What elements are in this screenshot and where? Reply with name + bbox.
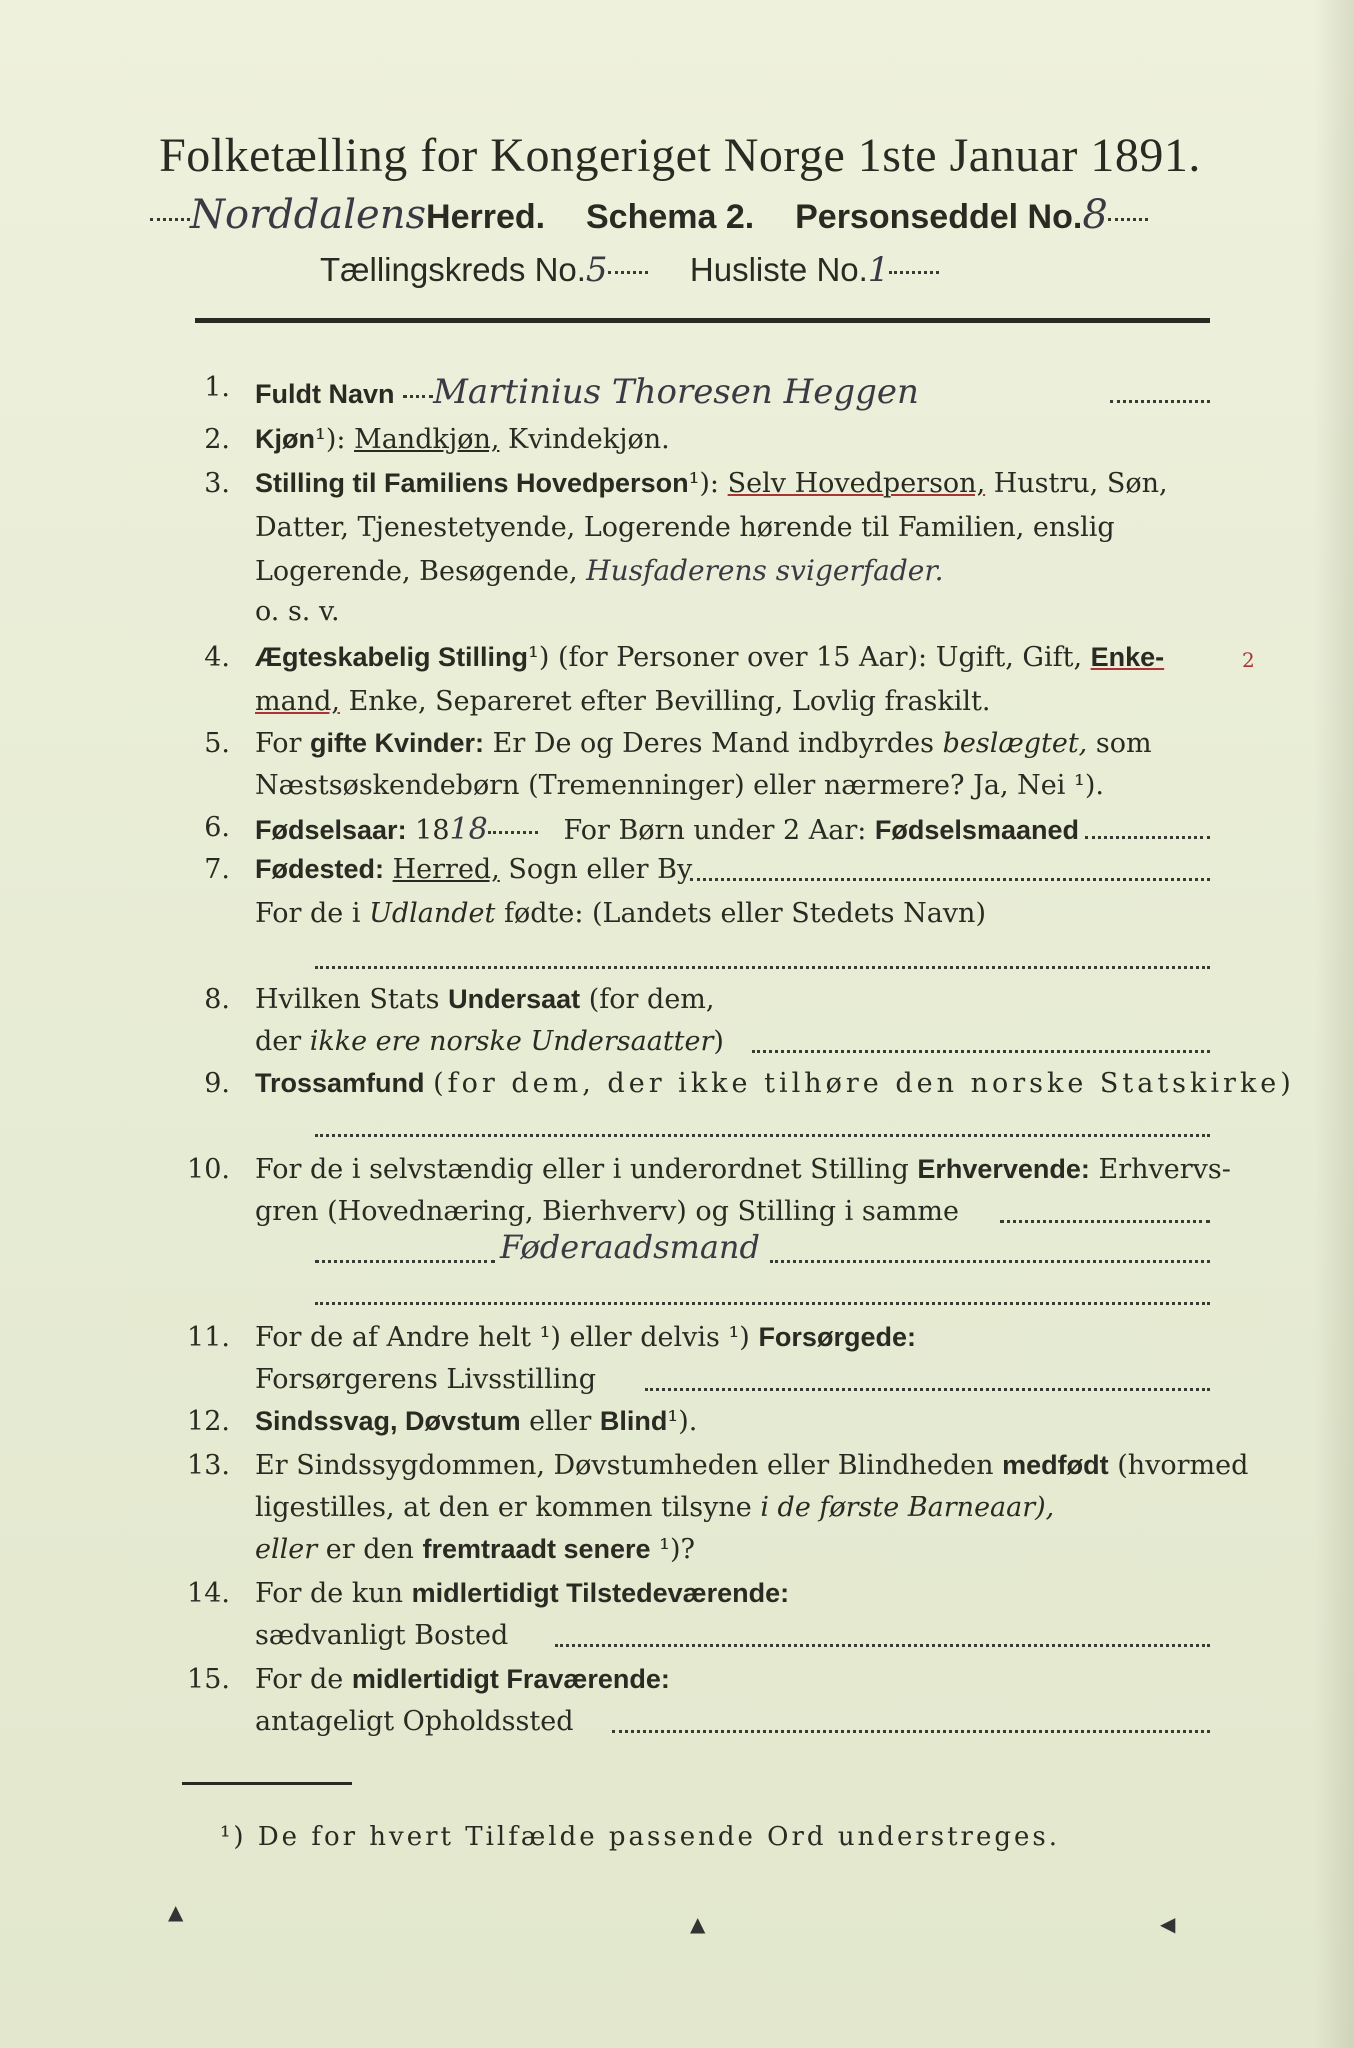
dotted-fill bbox=[612, 1730, 1210, 1733]
dotted-fill bbox=[1108, 217, 1148, 221]
registration-mark-icon: ▲ bbox=[690, 1912, 706, 1936]
item-number: 6. bbox=[204, 812, 230, 843]
item-number: 13. bbox=[187, 1450, 230, 1481]
marital-options: (for Personer over 15 Aar): Ugift, Gift, bbox=[558, 642, 1083, 673]
dotted-fill bbox=[752, 1050, 1210, 1053]
item-text: For de i bbox=[255, 898, 361, 929]
schema-label: Schema 2. bbox=[585, 198, 755, 236]
birth-month-label: Fødselsmaaned bbox=[874, 815, 1079, 845]
relation-options: Hustru, Søn, bbox=[993, 468, 1168, 499]
dotted-fill bbox=[315, 966, 1210, 969]
item-text: Erhvervs- bbox=[1098, 1154, 1231, 1185]
item-number: 8. bbox=[204, 984, 230, 1015]
dotted-fill bbox=[488, 830, 538, 834]
item-text: Hvilken Stats bbox=[255, 984, 440, 1015]
item-text bbox=[255, 424, 670, 455]
item-text: For de bbox=[255, 1664, 344, 1695]
blind-label: Blind bbox=[599, 1406, 668, 1436]
item-text bbox=[255, 372, 919, 412]
acquired-label: fremtraadt senere bbox=[422, 1534, 651, 1564]
item-text: gren (Hovednæring, Bierhverv) og Stilling i samme bbox=[255, 1196, 960, 1227]
supported-label: Forsørgede: bbox=[758, 1322, 916, 1352]
temp-absent-label: midlertidigt Fraværende: bbox=[351, 1664, 670, 1694]
dotted-fill bbox=[315, 1260, 495, 1263]
item-text: Forsørgerens Livsstilling bbox=[255, 1364, 597, 1395]
item-number: 10. bbox=[187, 1154, 230, 1185]
item-text: Er De og Deres Mand indbyrdes bbox=[492, 728, 934, 759]
item-text: For de i selvstændig eller i underordnet Stilling bbox=[255, 1154, 909, 1185]
item-text: beslægtet, bbox=[942, 728, 1088, 759]
occupation-label: Erhvervende: bbox=[917, 1154, 1090, 1184]
item-text: eller bbox=[255, 1534, 318, 1565]
item-number: 9. bbox=[204, 1068, 230, 1099]
footnote: ¹) De for hvert Tilfælde passende Ord understreges. bbox=[220, 1822, 1061, 1852]
personseddel-label: Personseddel No. bbox=[795, 198, 1083, 236]
item-text bbox=[255, 1664, 670, 1695]
congenital-label: medfødt bbox=[1002, 1450, 1109, 1480]
married-women-label: gifte Kvinder: bbox=[310, 728, 485, 758]
item-text: ¹)? bbox=[659, 1534, 695, 1565]
item-text: er den bbox=[325, 1534, 414, 1565]
item-text: Udlandet bbox=[369, 898, 496, 929]
item-number: 7. bbox=[204, 854, 230, 885]
item-text bbox=[255, 1534, 695, 1565]
item-text bbox=[255, 642, 1164, 673]
dotted-fill bbox=[555, 1644, 1210, 1647]
marital-options-line2: Enke, Separeret efter Bevilling, Lovlig fraskilt. bbox=[348, 686, 991, 717]
dotted-fill bbox=[150, 217, 190, 221]
dotted-fill bbox=[315, 1302, 1210, 1305]
item-text bbox=[255, 898, 986, 929]
item-text: eller bbox=[529, 1406, 592, 1437]
item-text bbox=[255, 1578, 789, 1609]
item-text: For de af Andre helt ¹) eller delvis ¹) bbox=[255, 1322, 750, 1353]
dotted-fill bbox=[690, 878, 1210, 881]
item-text: Er Sindssygdommen, Døvstumheden eller Blindheden bbox=[255, 1450, 994, 1481]
husliste-label: Husliste No. bbox=[689, 251, 868, 288]
item-text bbox=[255, 686, 990, 717]
marital-label: Ægteskabelig Stilling bbox=[255, 642, 529, 672]
kreds-value: 5 bbox=[585, 250, 608, 290]
marital-option-widower-cont: mand, bbox=[255, 686, 340, 717]
item-text bbox=[255, 468, 1168, 499]
item-text bbox=[255, 1068, 1295, 1099]
item-number: 11. bbox=[187, 1322, 230, 1353]
item-number: 14. bbox=[187, 1578, 230, 1609]
registration-mark-icon: ▲ bbox=[168, 1900, 184, 1924]
header-rule bbox=[195, 318, 1210, 323]
item-text bbox=[255, 984, 714, 1015]
herred-label: Herred. bbox=[426, 198, 546, 236]
item-text: For Børn under 2 Aar: bbox=[563, 815, 867, 846]
temp-present-label: midlertidigt Tilstedeværende: bbox=[411, 1578, 790, 1608]
dotted-fill bbox=[645, 1388, 1210, 1391]
item-text: sædvanligt Bosted bbox=[255, 1620, 509, 1651]
item-text: (hvormed bbox=[1117, 1450, 1249, 1481]
birth-year-prefix: 18 bbox=[415, 815, 450, 846]
page-edge-shadow bbox=[1314, 0, 1354, 2048]
item-number: 1. bbox=[204, 372, 230, 403]
item-text: ligestilles, at den er kommen tilsyne bbox=[255, 1492, 752, 1523]
relation-label: Stilling til Familiens Hovedperson bbox=[255, 468, 689, 498]
birth-year-label: Fødselsaar: bbox=[255, 815, 407, 845]
relation-value: Husfaderens svigerfader. bbox=[586, 554, 944, 587]
item-text bbox=[255, 1450, 1248, 1481]
item-text: i de første Barneaar), bbox=[760, 1492, 1055, 1523]
marital-option-widower: Enke- bbox=[1090, 642, 1165, 672]
item-text: Sogn eller By bbox=[508, 854, 693, 885]
footnote-ref: ¹) bbox=[528, 642, 550, 673]
birthplace-option-herred: Herred, bbox=[392, 854, 500, 885]
disability-label: Sindssvag, Døvstum bbox=[255, 1406, 521, 1436]
item-text: For bbox=[255, 728, 302, 759]
footnote-rule bbox=[182, 1782, 352, 1785]
item-text: ¹). bbox=[667, 1406, 698, 1437]
item-text: antageligt Opholdssted bbox=[255, 1706, 574, 1737]
margin-mark: 2 bbox=[1242, 648, 1255, 672]
full-name-value: Martinius Thoresen Heggen bbox=[433, 372, 919, 412]
item-text bbox=[255, 554, 944, 587]
item-text: For de kun bbox=[255, 1578, 403, 1609]
item-text: der bbox=[255, 1026, 302, 1057]
herred-value: Norddalens bbox=[190, 192, 427, 238]
item-text: (for dem, bbox=[588, 984, 715, 1015]
dotted-fill bbox=[770, 1260, 1210, 1263]
item-text bbox=[255, 1406, 697, 1437]
item-text: ikke ere norske Undersaatter bbox=[309, 1026, 714, 1057]
gender-option-female: Kvindekjøn. bbox=[508, 424, 670, 455]
birth-year-value: 18 bbox=[449, 812, 488, 847]
dotted-fill bbox=[315, 1134, 1210, 1137]
occupation-value: Føderaadsmand bbox=[500, 1228, 761, 1266]
header-line-herred bbox=[150, 192, 1210, 242]
relation-options-line3: Logerende, Besøgende, bbox=[255, 556, 578, 587]
husliste-value: 1 bbox=[867, 250, 890, 290]
registration-mark-icon: ◀ bbox=[1160, 1912, 1176, 1936]
item-number: 4. bbox=[204, 642, 230, 673]
dotted-fill bbox=[403, 394, 433, 398]
item-text bbox=[255, 1154, 1231, 1185]
item-text: (for dem, der ikke tilhøre den norske Statskirke) bbox=[433, 1068, 1295, 1099]
header-line-kreds bbox=[320, 250, 1120, 300]
relation-options-line2: Datter, Tjenestetyende, Logerende hørende til Familien, enslig bbox=[255, 512, 1115, 543]
item-number: 12. bbox=[187, 1406, 230, 1437]
personseddel-value: 8 bbox=[1082, 192, 1108, 238]
item-text bbox=[255, 728, 1152, 759]
relation-options-line4: o. s. v. bbox=[255, 596, 340, 627]
item-text bbox=[255, 1322, 916, 1353]
item-number: 3. bbox=[204, 468, 230, 499]
item-text bbox=[255, 854, 692, 885]
gender-label: Kjøn bbox=[255, 424, 315, 454]
citizenship-label: Undersaat bbox=[448, 984, 581, 1014]
footnote-ref: ¹): bbox=[315, 424, 346, 455]
gender-option-male: Mandkjøn, bbox=[354, 424, 500, 455]
form-title: Folketælling for Kongeriget Norge 1ste Januar 1891. bbox=[159, 129, 1201, 182]
item-number: 2. bbox=[204, 424, 230, 455]
item-text: som bbox=[1095, 728, 1152, 759]
dotted-fill bbox=[608, 270, 648, 274]
dotted-fill bbox=[1000, 1220, 1210, 1223]
kreds-label: Tællingskreds No. bbox=[320, 251, 586, 288]
birthplace-label: Fødested: bbox=[255, 854, 385, 884]
dotted-fill bbox=[889, 270, 939, 274]
item-text bbox=[255, 1492, 1054, 1523]
religion-label: Trossamfund bbox=[255, 1068, 425, 1098]
item-number: 5. bbox=[204, 728, 230, 759]
kinship-question: Næstsøskendebørn (Tremenninger) eller nærmere? Ja, Nei ¹). bbox=[255, 770, 1104, 801]
item-text: der ikke ere norske Undersaatter) bbox=[255, 1026, 724, 1057]
relation-option-head: Selv Hovedperson, bbox=[727, 468, 986, 499]
item-text bbox=[255, 812, 1079, 847]
dotted-fill bbox=[1085, 836, 1210, 839]
dotted-fill bbox=[1110, 400, 1210, 403]
footnote-ref: ¹): bbox=[688, 468, 720, 499]
item-number: 15. bbox=[187, 1664, 230, 1695]
full-name-label: Fuldt Navn bbox=[255, 379, 395, 409]
item-text: fødte: (Landets eller Stedets Navn) bbox=[503, 898, 986, 929]
